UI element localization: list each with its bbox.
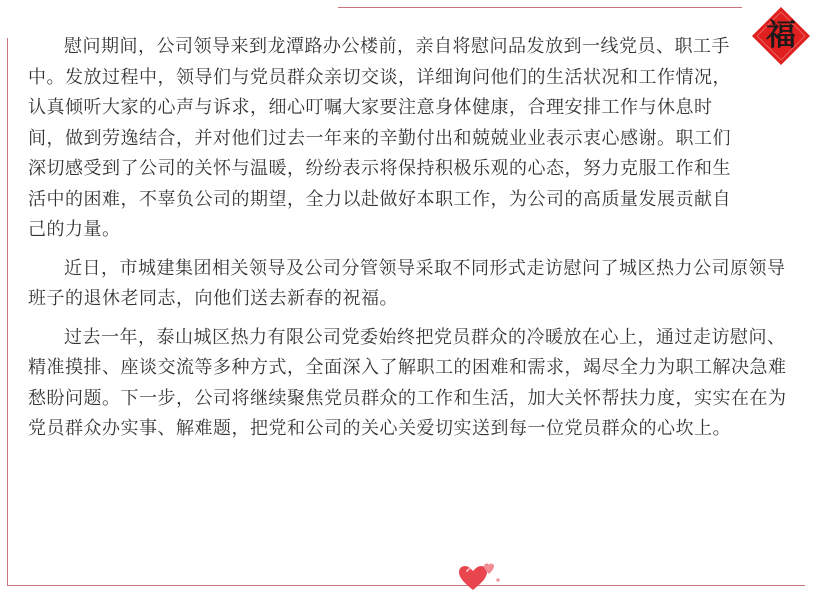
frame-left-line bbox=[7, 38, 8, 586]
frame-bottom-line bbox=[7, 585, 805, 586]
paragraph-2: 近日，市城建集团相关领导及公司分管领导采取不同形式走访慰问了城区热力公司原领导班子的退休老同志，向他们送去新春的祝福。 bbox=[28, 257, 786, 309]
article-body bbox=[28, 32, 790, 453]
paragraph-3: 过去一年，泰山城区热力有限公司党委始终把党员群众的冷暖放在心上，通过走访慰问、精准摸排、座谈交流等多种方式，全面深入了解职工的困难和需求，竭尽全力为职工解决急难愁盼问题。下一步，公司将继续聚焦党员群众的工作和生活，加大关怀帮扶力度，实实在在为党员群众办实事、解难题，把党和公司的关心关爱切实送到每一位党员群众的心坎上。 bbox=[28, 326, 787, 439]
hearts-icon bbox=[455, 560, 505, 596]
fu-character: 福 bbox=[766, 18, 796, 53]
frame-top-line bbox=[338, 7, 742, 8]
paragraph-1: 慰问期间，公司领导来到龙潭路办公楼前，亲自将慰问品发放到一线党员、职工手中。发放过程中，领导们与党员群众亲切交谈，详细询问他们的生活状况和工作情况，认真倾听大家的心声与诉求，细心叮嘱大家要注意身体健康，合理安排工作与休息时间，做到劳逸结合，并对他们过去一年来的辛勤付出和兢兢业业表示衷心感谢。职工们深切感受到了公司的关怀与温暖，纷纷表示将保持积极乐观的心态，努力克服工作和生活中的困难，不辜负公司的期望，全力以赴做好本职工作，为公司的高质量发展贡献自己的力量。 bbox=[28, 36, 731, 240]
